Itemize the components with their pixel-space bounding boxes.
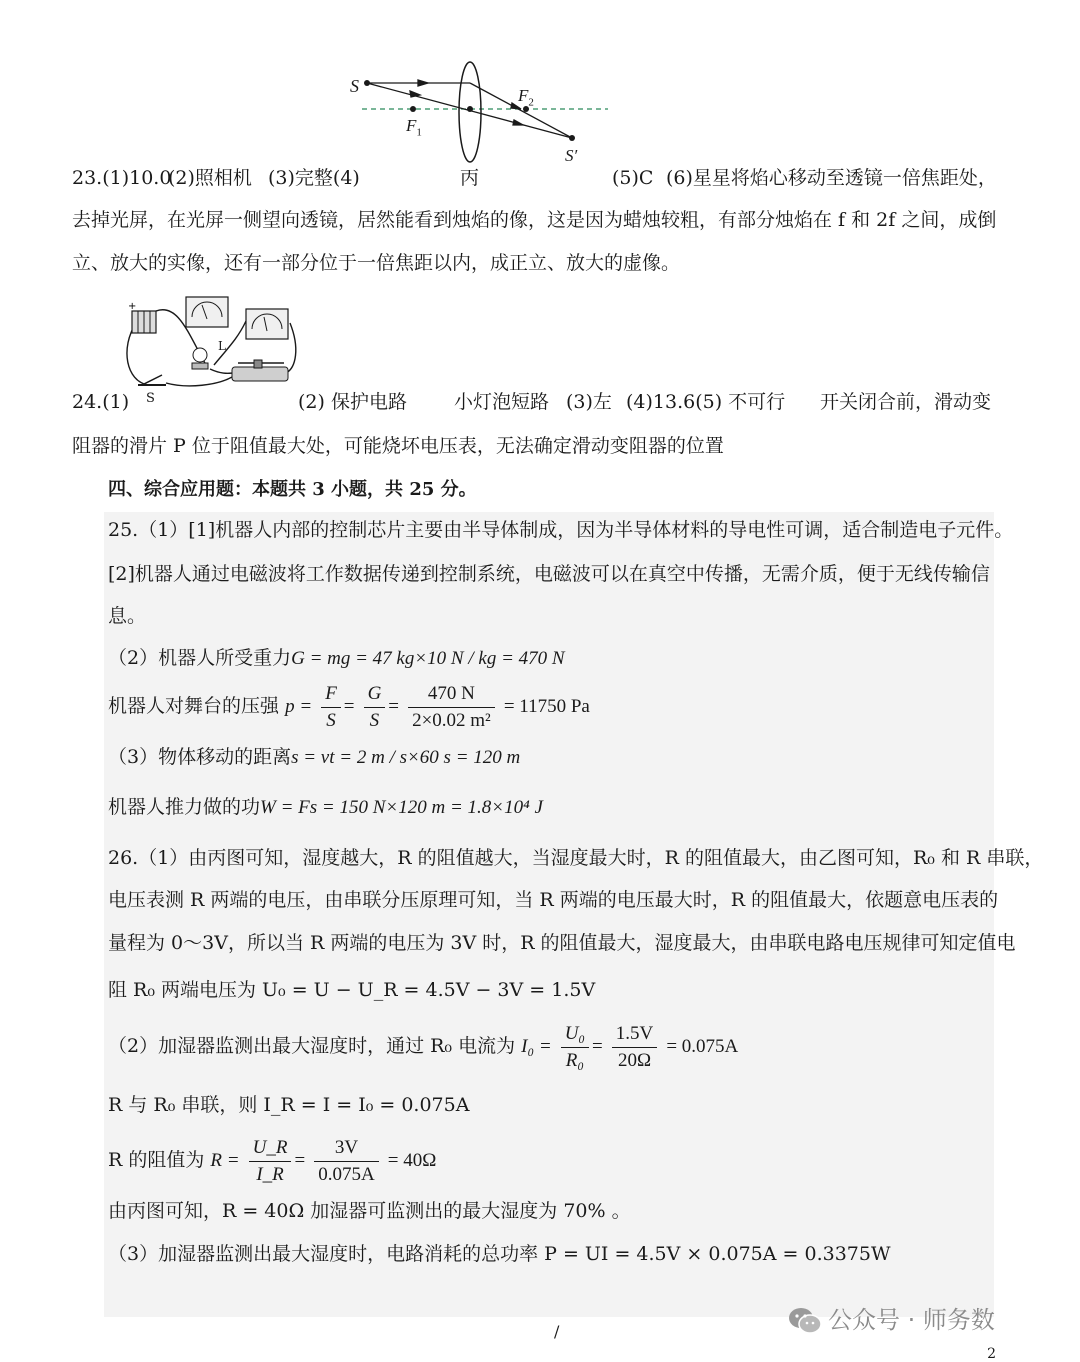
q26-resistance-lhs: R = xyxy=(210,1150,240,1171)
watermark xyxy=(788,1300,995,1336)
q25-work-formula: W = Fs = 150 N×120 m = 1.8×10⁴ J xyxy=(260,797,543,818)
watermark-text: 公众号 · 师务数 xyxy=(828,1306,995,1334)
q23-answer-3: (3)完整(4) xyxy=(268,167,360,189)
q26-resistance-line: R 的阻值为 R = $\frac{U\_R}{I\_R}$ = $\frac{3V}{0.075A}$ = 40Ω xyxy=(108,1136,437,1185)
q26-current-lhs: I₀ = xyxy=(521,1036,552,1057)
q26-current-result: = 0.075A xyxy=(666,1036,739,1057)
q23-line-2: 去掉光屏，在光屏一侧望向透镜，居然能看到烛焰的像，这是因为蜡烛较粗，有部分烛焰在 f 和 2f 之间，成倒 xyxy=(72,209,997,231)
fraction-numerator: G xyxy=(364,683,386,708)
q24-answer-2: (2) 保护电路 xyxy=(298,391,407,413)
fraction-denominator: 20Ω xyxy=(617,1049,652,1071)
fraction-numerator: 1.5V xyxy=(612,1023,657,1048)
fraction-denominator: I_R xyxy=(256,1163,284,1185)
q25-work-line xyxy=(108,795,543,820)
rheostat-icon xyxy=(232,360,288,381)
bulb-icon xyxy=(192,348,208,369)
q25-distance-formula: s = vt = 2 m / s×60 s = 120 m xyxy=(291,747,521,768)
fraction-denominator: S xyxy=(369,709,380,731)
q25-fraction-values xyxy=(408,683,495,732)
label-f2: $F_2$ xyxy=(518,86,534,109)
voltmeter-icon xyxy=(246,309,288,339)
q23-answer-1: 23.(1)10.0 xyxy=(72,167,172,189)
ammeter-icon xyxy=(186,297,228,327)
q26-fraction-ur-ir xyxy=(249,1137,292,1186)
q26-conclusion: 由丙图可知，R = 40Ω 加湿器可监测出的最大湿度为 70% 。 xyxy=(108,1200,631,1222)
fraction-numerator: F xyxy=(321,683,341,708)
q26-line-3: 量程为 0～3V，所以当 R 两端的电压为 3V 时，R 的阻值最大，湿度最大，由串联电路电压规律可知定值电 xyxy=(108,932,1016,954)
fraction-denominator: R₀ xyxy=(565,1049,584,1071)
q25-distance-prefix: （3）物体移动的距离 xyxy=(108,746,292,768)
q26-fraction-resistance-values xyxy=(314,1137,378,1186)
q25-gravity-formula: G = mg = 47 kg×10 N / kg = 470 N xyxy=(291,648,565,669)
q24-answer-2b: 小灯泡短路 xyxy=(454,391,550,413)
q25-line-1: 25.（1）[1]机器人内部的控制芯片主要由半导体制成，因为半导体材料的导电性可调，适合制造电子元件。 xyxy=(108,519,1014,541)
q26-resistance-prefix: R 的阻值为 xyxy=(108,1149,205,1171)
q23-line-3: 立、放大的实像，还有一部分位于一倍焦距以内，成正立、放大的虚像。 xyxy=(72,252,681,274)
label-s-prime: S′ xyxy=(565,146,578,165)
point-s xyxy=(364,80,370,86)
q26-resistance-result: = 40Ω xyxy=(387,1150,437,1171)
fraction-numerator: U₀ xyxy=(561,1023,589,1048)
q26-power-line: （3）加湿器监测出最大湿度时，电路消耗的总功率 P = UI = 4.5V × 0.075A = 0.3375W xyxy=(108,1243,891,1265)
q26-fraction-u0-r0 xyxy=(561,1023,589,1072)
q25-pressure-result: = 11750 Pa xyxy=(503,696,590,717)
fraction-denominator: 0.075A xyxy=(318,1163,375,1185)
q26-fraction-values xyxy=(612,1023,657,1072)
fraction-numerator: U_R xyxy=(249,1137,292,1162)
q26-current-prefix: （2）加湿器监测出最大湿度时，通过 R₀ 电流为 xyxy=(108,1035,516,1057)
q23-answer-6: (6)星星将焰心移动至透镜一倍焦距处， xyxy=(666,167,997,189)
q25-fraction-g-s xyxy=(364,683,386,732)
q25-distance-line xyxy=(108,745,520,770)
battery-icon xyxy=(128,301,156,333)
q25-pressure-prefix: 机器人对舞台的压强 xyxy=(108,695,280,717)
q25-pressure-lhs: p = xyxy=(285,696,313,717)
circuit-label-s: S xyxy=(146,391,155,406)
q26-current-line: （2）加湿器监测出最大湿度时，通过 R₀ 电流为 I₀ = $\frac{\text{U₀}}{\text{R₀}}$ = $\frac{1.5V}{20\Omega}$ = 0.075A xyxy=(108,1022,739,1071)
focal-point-f1 xyxy=(410,106,416,112)
q24-answer-1: 24.(1) xyxy=(72,391,130,413)
q23-answer-5: (5)C xyxy=(612,167,654,189)
optical-center xyxy=(467,106,473,112)
q25-line-3: 息。 xyxy=(108,605,147,627)
q25-work-prefix: 机器人推力做的功 xyxy=(108,796,261,818)
lens-diagram-caption: 丙 xyxy=(460,167,480,189)
fraction-denominator: S xyxy=(326,709,336,731)
q26-series-line: R 与 R₀ 串联，则 I_R = I = I₀ = 0.075A xyxy=(108,1094,470,1116)
footer-slash: / xyxy=(554,1322,560,1341)
circuit-diagram xyxy=(118,293,302,397)
fraction-denominator: 2×0.02 m² xyxy=(412,709,491,731)
answer-background xyxy=(104,512,994,1317)
wechat-icon xyxy=(788,1306,822,1336)
q25-line-2: [2]机器人通过电磁波将工作数据传递到控制系统，电磁波可以在真空中传播，无需介质，便于无线传输信 xyxy=(108,563,990,585)
label-s: S xyxy=(350,76,359,96)
q23-answer-2: (2)照相机 xyxy=(168,167,252,189)
label-f1: $F_1$ xyxy=(406,116,422,139)
svg-text:+: + xyxy=(128,301,137,312)
q24-answer-4: (4)13.6(5) 不可行 xyxy=(626,391,786,413)
q26-line-1: 26.（1）由丙图可知，湿度越大，R 的阻值越大，当湿度最大时，R 的阻值最大，由乙图可知，R₀ 和 R 串联， xyxy=(108,847,1044,869)
q25-fraction-f-s xyxy=(321,683,341,732)
q25-pressure-line: 机器人对舞台的压强 p = $\frac{F}{S}$ = $\frac{G}{S}$ = $\frac{470 N}{\text{2×0.02 m²}}$ = 11750 Pa xyxy=(108,682,590,731)
q24-line-2: 阻器的滑片 P 位于阻值最大处，可能烧坏电压表，无法确定滑动变阻器的位置 xyxy=(72,435,724,457)
point-s-prime xyxy=(569,135,575,141)
section-4-title: 四、综合应用题：本题共 3 小题，共 25 分。 xyxy=(108,479,477,500)
fraction-numerator: 3V xyxy=(314,1137,378,1162)
q24-answer-5: 开关闭合前，滑动变 xyxy=(820,391,992,413)
q25-gravity-prefix: （2）机器人所受重力 xyxy=(108,647,292,669)
q26-line-4: 阻 R₀ 两端电压为 U₀ = U − U_R = 4.5V − 3V = 1.5V xyxy=(108,979,596,1001)
q26-line-2: 电压表测 R 两端的电压，由串联分压原理可知，当 R 两端的电压最大时，R 的阻值最大，依题意电压表的 xyxy=(108,889,999,911)
q25-gravity-line xyxy=(108,646,565,671)
lens-ray-diagram xyxy=(340,60,620,190)
circuit-label-l: L xyxy=(218,339,226,353)
q24-answer-3: (3)左 xyxy=(566,391,612,413)
page-number: 2 xyxy=(987,1346,996,1362)
fraction-numerator: 470 N xyxy=(408,683,495,708)
